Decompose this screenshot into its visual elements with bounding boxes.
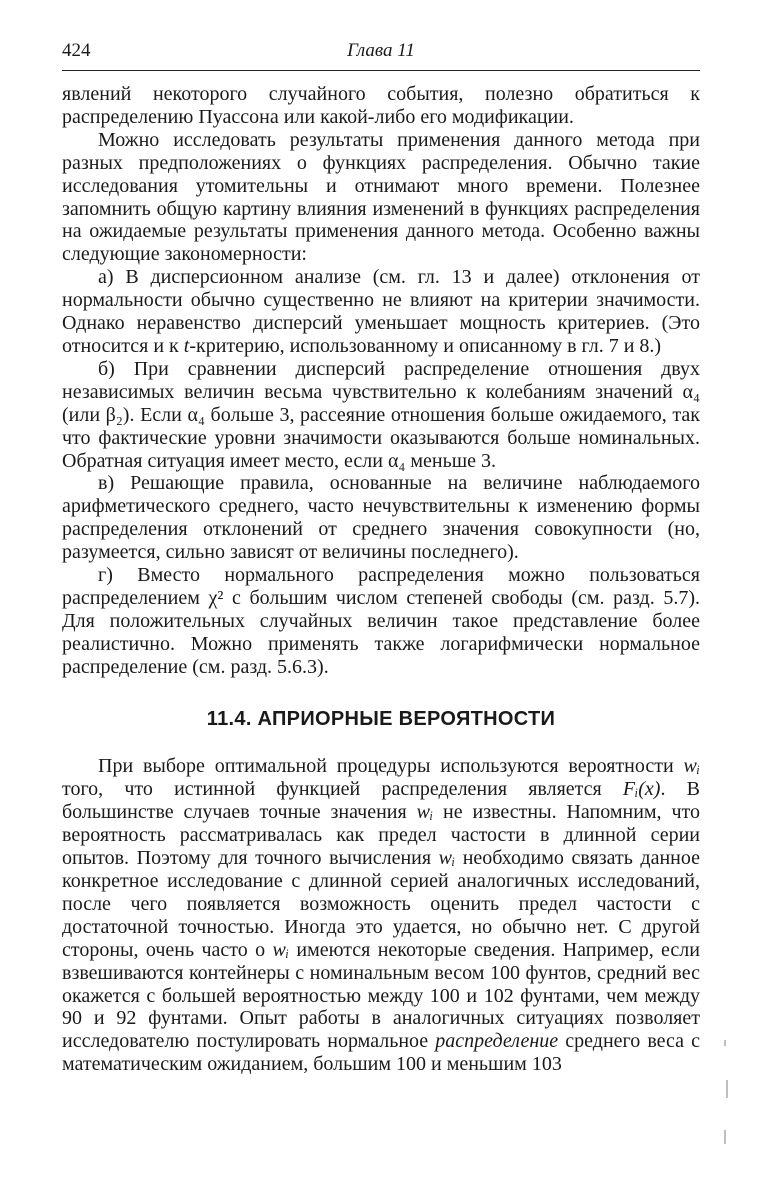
text-run: того, что истинной функцией распределения является <box>62 778 623 801</box>
text-run: При выборе оптимальной процедуры используются вероятности <box>98 755 684 778</box>
wi-symbol: wᵢ <box>416 801 434 824</box>
scan-artifact <box>726 1080 728 1098</box>
item-a-text: а) В дисперсионном анализе (см. гл. 13 и далее) отклонения от нормальности обычно существенно не влияют на критерии значимости. Однако неравенство дисперсий уменьшает мощность критериев. (Это относится и к <box>62 266 700 357</box>
text-run: не известны. Напомним, что вероятность рассматривалась как предел частости в длинной серии опытов. Поэтому для точного вычисления <box>62 801 700 870</box>
wi-symbol: wᵢ <box>683 755 700 778</box>
running-header <box>62 40 700 71</box>
body-text <box>62 83 700 1076</box>
book-page <box>62 40 700 1076</box>
italic-word: распределение <box>435 1030 559 1053</box>
paragraph-distribution-study: Можно исследовать результаты применения данного метода при разных предположениях о функциях распределения. Обычно такие исследования утомительны и отнимают много времени. Полезнее запомнить общую картину влияния изменений в функциях распределения на ожидаемые результаты применения данного метода. Особенно важны следующие закономерности: <box>62 128 700 266</box>
paragraph-item-b: б) При сравнении дисперсий распределение отношения двух независимых величин весьма чувствительно к колебаниям значений α₄ (или β₂). Если α₄ больше 3, рассеяние отношения больше ожидаемого, так что фактические уровни значимости оказываются больше номинальных. Обратная ситуация имеет место, если α₄ меньше 3. <box>62 357 700 472</box>
paragraph-item-v: в) Решающие правила, основанные на величине наблюдаемого арифметического среднего, часто нечувствительны к изменению формы распределения отклонений от среднего значения совокупности (но, разумеется, сильно зависят от величины последнего). <box>62 472 700 564</box>
scan-artifact <box>724 1040 726 1046</box>
section-heading: 11.4. АПРИОРНЫЕ ВЕРОЯТНОСТИ <box>206 707 556 730</box>
fi-symbol: Fᵢ(x) <box>622 778 661 801</box>
paragraph-item-a <box>62 266 700 358</box>
item-a-text-end: -критерию, использованному и описанному в гл. 7 и 8.) <box>189 334 662 357</box>
wi-symbol: wᵢ <box>272 938 289 961</box>
text-run: . В большинстве случаев точные значения <box>62 778 700 824</box>
paragraph-continuation: явлений некоторого случайного события, полезно обратиться к распределению Пуассона или какой-либо его модификации. <box>62 83 700 128</box>
text-run: имеются некоторые сведения. Например, если взвешиваются контейнеры с номинальным весом 100 фунтов, средний вес окажется с большей вероятностью между 100 и 102 фунтами, чем между 90 и 92 фунтами. Опыт работы в аналогичных ситуациях позволяет исследователю постулировать нормальное <box>62 938 700 1053</box>
scan-artifact <box>724 1130 726 1144</box>
text-run: необходимо связать данное конкретное исследование с длинной серией аналогичных исследований, после чего появляется возможность оценить предел частости с достаточной точностью. Иногда это удается, но обычно нет. С другой стороны, очень часто о <box>62 847 700 961</box>
text-run: среднего веса с математическим ожиданием, большим 100 и меньшим 103 <box>62 1030 701 1076</box>
page-number: 424 <box>62 40 91 61</box>
t-symbol: t <box>183 334 190 357</box>
paragraph-item-g: г) Вместо нормального распределения можно пользоваться распределением χ² с большим числом степеней свободы (см. разд. 5.7). Для положительных случайных величин такое представление более реалистично. Можно применять также логарифмически нормальное распределение (см. разд. 5.6.3). <box>62 564 700 678</box>
chapter-title: Глава 11 <box>347 40 415 61</box>
paragraph-prior-probabilities <box>62 755 700 1076</box>
wi-symbol: wᵢ <box>438 847 456 870</box>
